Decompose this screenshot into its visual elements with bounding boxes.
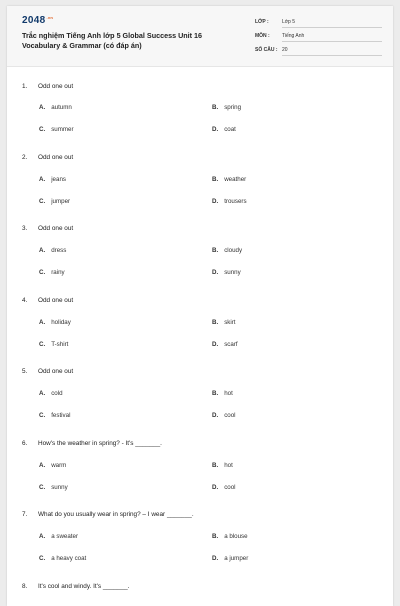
option-d[interactable]: D. scarf xyxy=(212,341,238,348)
option-d[interactable]: D. trousers xyxy=(212,198,247,205)
question-text: Odd one out xyxy=(38,154,74,161)
option-b[interactable]: B. a blouse xyxy=(212,533,248,540)
option-d[interactable]: D. coat xyxy=(212,126,236,133)
quiz-title: Trắc nghiệm Tiếng Anh lớp 5 Global Success Unit 16 Vocabulary & Grammar (có đáp án) xyxy=(22,31,203,50)
question-text: It's cool and windy. It's _______. xyxy=(38,583,130,590)
worksheet-header xyxy=(7,6,393,67)
option-b[interactable]: B. weather xyxy=(212,176,247,183)
subject-label: MÔN : xyxy=(255,33,270,39)
option-b[interactable]: B. cloudy xyxy=(212,247,243,254)
option-c[interactable]: C. sunny xyxy=(39,484,68,491)
option-a[interactable]: A. jeans xyxy=(39,176,66,183)
option-a[interactable]: A. warm xyxy=(39,462,67,469)
option-d[interactable]: D. sunny xyxy=(212,269,241,276)
site-logo[interactable]: $2048^{.vn}$ xyxy=(22,15,54,26)
question-text: How's the weather in spring? - It's _______. xyxy=(38,440,162,447)
option-b[interactable]: B. skirt xyxy=(212,319,236,326)
question-text: Odd one out xyxy=(38,83,74,90)
option-b[interactable]: B. hot xyxy=(212,462,233,469)
question-count-label: SỐ CÂU : xyxy=(255,47,278,53)
option-a[interactable]: A. a sweater xyxy=(39,533,79,540)
option-d[interactable]: D. a jumper xyxy=(212,555,249,562)
class-label: LỚP : xyxy=(255,19,269,25)
option-b[interactable]: B. spring xyxy=(212,104,242,111)
worksheet: $2048^{.vn}$ Trắc nghiệm Tiếng Anh lớp 5 Global Success Unit 16 Vocabulary & Grammar (có đáp án) LỚP : Lớp 5 MÔN : Tiếng Anh SỐ CÂU : 20 1. Odd one out A. autumn B. spring C. summer D. coat 2. Odd one out A. jeans B. weather C. jumper D. trousers 3. Odd one out A. dress B. cloudy C. rainy D. sunny 4. Odd one out A. holiday B. skirt C. T-shirt D. scarf 5. Odd one out A. cold B. hot C. festival D. cool 6. How's the weather in spring? - It's _______. A. warm B. hot C. sunny D. cool 7. What do you usually wear in spring? – I wear _______. A. a sweater B. a blouse C. a heavy coat D. a jumper 8. It's cool and windy. It's _______. xyxy=(7,6,393,606)
option-d[interactable]: D. cool xyxy=(212,412,236,419)
class-value: Lớp 5 xyxy=(282,19,382,28)
question-count-value: 20 xyxy=(282,47,382,56)
option-a[interactable]: A. holiday xyxy=(39,319,71,326)
question-text: Odd one out xyxy=(38,225,74,232)
option-c[interactable]: C. a heavy coat xyxy=(39,555,87,562)
question-text: What do you usually wear in spring? – I wear _______. xyxy=(38,511,194,518)
option-a[interactable]: A. dress xyxy=(39,247,67,254)
subject-value: Tiếng Anh xyxy=(282,33,382,42)
option-a[interactable]: A. cold xyxy=(39,390,63,397)
question-text: Odd one out xyxy=(38,297,74,304)
question-text: Odd one out xyxy=(38,368,74,375)
option-c[interactable]: C. festival xyxy=(39,412,71,419)
option-c[interactable]: C. summer xyxy=(39,126,74,133)
option-d[interactable]: D. cool xyxy=(212,484,236,491)
option-b[interactable]: B. hot xyxy=(212,390,233,397)
option-a[interactable]: A. autumn xyxy=(39,104,72,111)
option-c[interactable]: C. T-shirt xyxy=(39,341,69,348)
option-c[interactable]: C. rainy xyxy=(39,269,65,276)
option-c[interactable]: C. jumper xyxy=(39,198,71,205)
